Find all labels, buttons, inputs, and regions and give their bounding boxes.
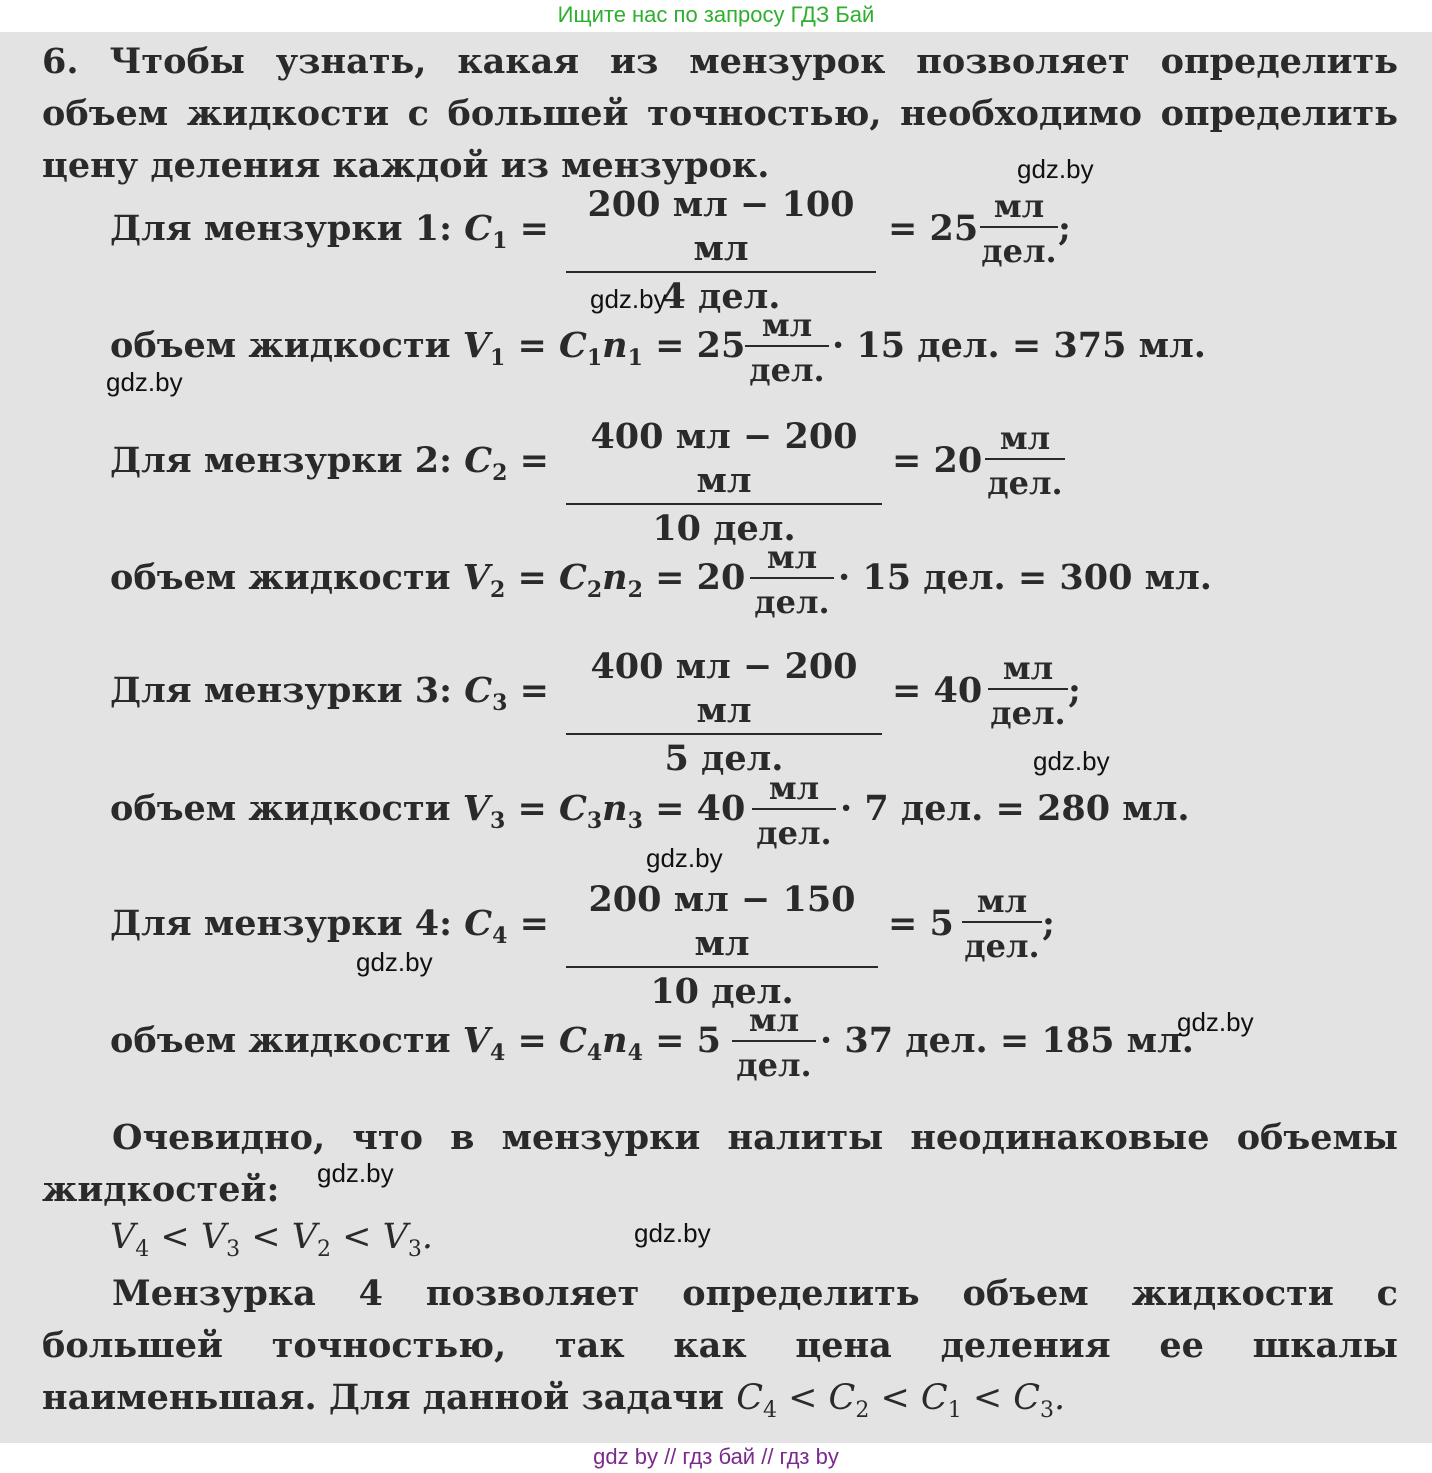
- beaker-1-volume-unit: мл дел.: [745, 305, 829, 393]
- beaker-3-semicolon: ;: [1068, 670, 1081, 711]
- beaker-3-volume-unit: мл дел.: [752, 768, 836, 856]
- beaker-3-price-fraction: 400 мл − 200 мл 5 дел.: [566, 645, 882, 783]
- top-banner[interactable]: Ищите нас по запросу ГДЗ Бай: [557, 2, 875, 27]
- task-number: 6.: [42, 41, 79, 82]
- beaker-4-volume-line: объем жидкости $V_4 = C_4n_4 = 5$: [110, 1020, 721, 1066]
- watermark: gdz.by: [317, 1158, 394, 1188]
- beaker-2-volume-unit: мл дел.: [750, 537, 834, 625]
- volume-inequality: $V_4 < V_3 < V_2 < V_3$.: [110, 1217, 433, 1262]
- beaker-3-price-value: = 40: [892, 670, 983, 711]
- beaker-4-volume-unit: мл дел.: [732, 1000, 816, 1088]
- watermark: gdz.by: [356, 947, 433, 977]
- beaker-2-price-unit: мл дел.: [985, 418, 1065, 506]
- beaker-1-volume-line: объем жидкости $V_1 = C_1n_1 = 25$: [110, 325, 746, 371]
- watermark: gdz.by: [634, 1218, 711, 1248]
- watermark: gdz.by: [1177, 1007, 1254, 1037]
- beaker-2-price-value: = 20: [892, 440, 983, 481]
- beaker-4-price-fraction: 200 мл − 150 мл 10 дел.: [566, 878, 878, 1016]
- watermark: gdz.by: [106, 367, 183, 397]
- beaker-2-price-line: Для мензурки 2: $C_2$ =: [110, 440, 549, 486]
- beaker-4-price-line: Для мензурки 4: $C_4$ =: [110, 903, 549, 949]
- footer-links[interactable]: gdz by // гдз бай // гдз by: [593, 1444, 839, 1469]
- conclusion-paragraph-2: Мензурка 4 позволяет определить объем жидкости с большей точностью, так как цена деления ее шкалы наименьшая. Для данной задачи $C_4 < C_2 < C_1 < C_3$.: [42, 1273, 1398, 1423]
- intro-text: Чтобы узнать, какая из мензурок позволяет определить объем жидкости с большей точностью, необходимо определить цену деления каждой из мензурок.: [42, 41, 1398, 186]
- beaker-1-semicolon: ;: [1058, 208, 1071, 249]
- watermark: gdz.by: [646, 843, 723, 873]
- conclusion-paragraph-1: Очевидно, что в мензурки налиты неодинаковые объемы жидкостей:: [42, 1117, 1398, 1210]
- intro-paragraph: [42, 36, 1398, 192]
- beaker-2-price-fraction: 400 мл − 200 мл 10 дел.: [566, 415, 882, 553]
- beaker-2-volume-result: · 15 дел. = 300 мл.: [838, 557, 1212, 598]
- watermark: gdz.by: [590, 284, 667, 314]
- beaker-4-price-value: = 5: [888, 903, 954, 944]
- watermark: gdz.by: [1017, 154, 1094, 184]
- beaker-3-price-unit: мл дел.: [988, 648, 1068, 736]
- beaker-1-volume-result: · 15 дел. = 375 мл.: [832, 325, 1206, 366]
- beaker-3-volume-result: · 7 дел. = 280 мл.: [840, 788, 1190, 829]
- beaker-3-volume-line: объем жидкости $V_3 = C_3n_3 = 40$: [110, 788, 746, 834]
- beaker-4-semicolon: ;: [1042, 903, 1055, 944]
- beaker-1-price-unit: мл дел.: [981, 187, 1057, 270]
- beaker-2-volume-line: объем жидкости $V_2 = C_2n_2 = 20$: [110, 557, 746, 603]
- beaker-4-volume-result: · 37 дел. = 185 мл.: [820, 1020, 1194, 1061]
- beaker-3-price-line: Для мензурки 3: $C_3$ =: [110, 670, 549, 716]
- beaker-1-price-line: Для мензурки 1: $C_1$ =: [110, 208, 549, 254]
- price-inequality: $C_4 < C_2 < C_1 < C_3$.: [736, 1378, 1066, 1423]
- beaker-4-price-unit: мл дел.: [962, 881, 1042, 969]
- watermark: gdz.by: [1033, 746, 1110, 776]
- beaker-1-price-fraction: 200 мл − 100 мл 4 дел.: [566, 183, 876, 321]
- beaker-1-price-value: = 25: [888, 208, 979, 249]
